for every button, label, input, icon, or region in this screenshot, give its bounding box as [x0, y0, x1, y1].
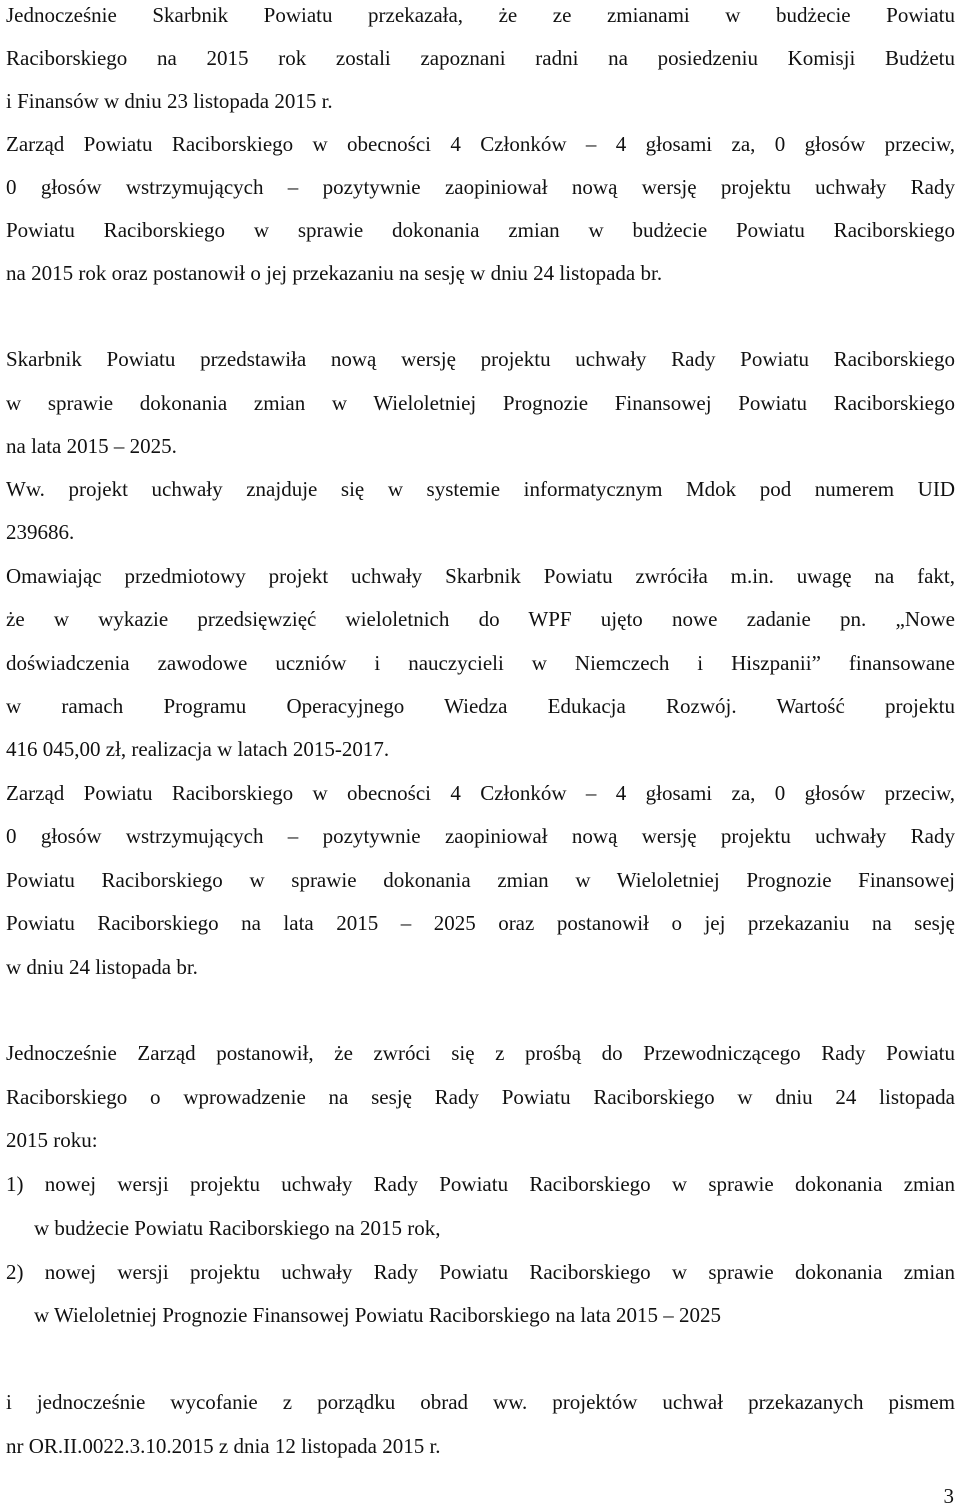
list-item-continuation: w budżecie Powiatu Raciborskiego na 2015 rok, — [34, 1216, 441, 1240]
list-item: 1) nowej wersji projektu uchwały Rady Powiatu Raciborskiego w sprawie dokonania zmian — [6, 1172, 955, 1196]
text-line: Jednocześnie Zarząd postanowił, że zwróci się z prośbą do Przewodniczącego Rady Powiatu — [6, 1041, 955, 1065]
text-line: Raciborskiego o wprowadzenie na sesję Rady Powiatu Raciborskiego w dniu 24 listopada — [6, 1085, 955, 1109]
text-line: w ramach Programu Operacyjnego Wiedza Edukacja Rozwój. Wartość projektu — [6, 694, 955, 718]
text-line: Raciborskiego na 2015 rok zostali zapoznani radni na posiedzeniu Komisji Budżetu — [6, 46, 955, 70]
text-line: 2015 roku: — [6, 1128, 98, 1152]
page-number: 3 — [943, 1484, 954, 1508]
text-line: Skarbnik Powiatu przedstawiła nową wersję projektu uchwały Rady Powiatu Raciborskiego — [6, 347, 955, 371]
text-line: 0 głosów wstrzymujących – pozytywnie zaopiniował nową wersję projektu uchwały Rady — [6, 175, 955, 199]
text-line: i Finansów w dniu 23 listopada 2015 r. — [6, 89, 333, 113]
text-line: 0 głosów wstrzymujących – pozytywnie zaopiniował nową wersję projektu uchwały Rady — [6, 824, 955, 848]
text-line: Powiatu Raciborskiego na lata 2015 – 2025 oraz postanowił o jej przekazaniu na sesję — [6, 911, 955, 935]
text-line: na 2015 rok oraz postanowił o jej przekazaniu na sesję w dniu 24 listopada br. — [6, 261, 663, 285]
text-line: że w wykazie przedsięwzięć wieloletnich do WPF ujęto nowe zadanie pn. „Nowe — [6, 607, 955, 631]
text-line: w sprawie dokonania zmian w Wieloletniej Prognozie Finansowej Powiatu Raciborskiego — [6, 391, 955, 415]
text-line: Zarząd Powiatu Raciborskiego w obecności 4 Członków – 4 głosami za, 0 głosów przeciw, — [6, 781, 955, 805]
text-line: nr OR.II.0022.3.10.2015 z dnia 12 listopada 2015 r. — [6, 1434, 441, 1458]
text-line: w dniu 24 listopada br. — [6, 955, 198, 979]
text-line: 416 045,00 zł, realizacja w latach 2015-2017. — [6, 737, 390, 761]
text-line: Jednocześnie Skarbnik Powiatu przekazała, że ze zmianami w budżecie Powiatu — [6, 3, 955, 27]
text-line: i jednocześnie wycofanie z porządku obrad ww. projektów uchwał przekazanych pismem — [6, 1390, 955, 1414]
text-line: na lata 2015 – 2025. — [6, 434, 177, 458]
text-line: Powiatu Raciborskiego w sprawie dokonania zmian w budżecie Powiatu Raciborskiego — [6, 218, 955, 242]
list-item-continuation: w Wieloletniej Prognozie Finansowej Powiatu Raciborskiego na lata 2015 – 2025 — [34, 1303, 721, 1327]
text-line: Omawiając przedmiotowy projekt uchwały Skarbnik Powiatu zwróciła m.in. uwagę na fakt, — [6, 564, 955, 588]
text-line: Powiatu Raciborskiego w sprawie dokonania zmian w Wieloletniej Prognozie Finansowej — [6, 868, 955, 892]
text-line: Zarząd Powiatu Raciborskiego w obecności 4 Członków – 4 głosami za, 0 głosów przeciw, — [6, 132, 955, 156]
text-line: 239686. — [6, 520, 75, 544]
text-line: doświadczenia zawodowe uczniów i nauczycieli w Niemczech i Hiszpanii” finansowane — [6, 651, 955, 675]
list-item: 2) nowej wersji projektu uchwały Rady Powiatu Raciborskiego w sprawie dokonania zmian — [6, 1260, 955, 1284]
text-line: Ww. projekt uchwały znajduje się w systemie informatycznym Mdok pod numerem UID — [6, 477, 955, 501]
